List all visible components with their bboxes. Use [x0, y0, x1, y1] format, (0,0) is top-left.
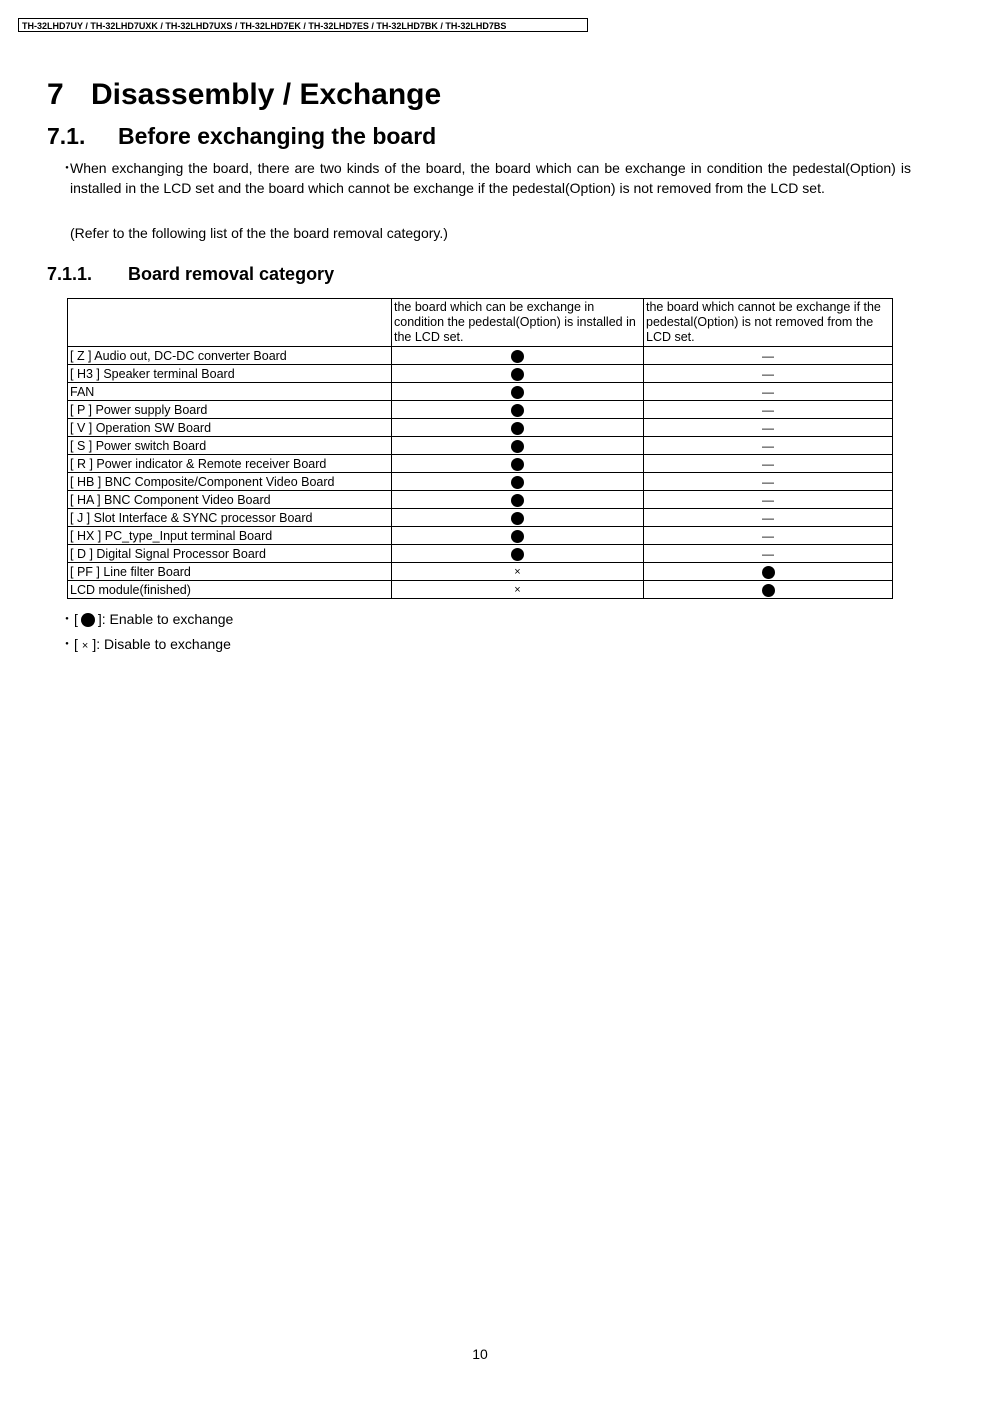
section-title: Disassembly / Exchange — [91, 78, 442, 111]
board-name-cell: [ J ] Slot Interface & SYNC processor Board — [68, 509, 392, 527]
removed-status-cell — [644, 347, 893, 365]
legend-enable-text: : Enable to exchange — [101, 611, 234, 627]
installed-status-cell — [392, 491, 644, 509]
dash-mark: — — [762, 438, 774, 453]
subsubsection-title: Board removal category — [128, 264, 335, 284]
legend-bracket-open: [ — [74, 636, 78, 652]
filled-circle-icon — [511, 404, 524, 417]
board-name-cell: [ V ] Operation SW Board — [68, 419, 392, 437]
removed-status-cell — [644, 365, 893, 383]
filled-circle-icon — [511, 494, 524, 507]
table-row — [68, 365, 893, 383]
table-row — [68, 491, 893, 509]
installed-status-cell — [392, 455, 644, 473]
table-row — [68, 383, 893, 401]
filled-circle-icon — [511, 512, 524, 525]
installed-status-cell — [392, 347, 644, 365]
subsection-number: 7.1. — [47, 123, 86, 149]
legend-bracket-close: ] — [97, 611, 102, 627]
dash-mark: — — [762, 492, 774, 507]
board-name-cell: [ Z ] Audio out, DC-DC converter Board — [68, 347, 392, 365]
refer-note: (Refer to the following list of the the board removal category.) — [70, 225, 448, 241]
board-name-cell: [ P ] Power supply Board — [68, 401, 392, 419]
dash-mark: — — [762, 420, 774, 435]
removed-status-cell — [644, 545, 893, 563]
legend-bullet: ・ — [60, 611, 74, 627]
installed-status-cell — [392, 563, 644, 581]
installed-status-cell — [392, 401, 644, 419]
board-removal-table — [67, 298, 893, 599]
filled-circle-icon — [81, 613, 95, 627]
header-cell-removed: the board which cannot be exchange if the pedestal(Option) is not removed from the LCD set. — [644, 299, 893, 347]
filled-circle-icon — [511, 458, 524, 471]
removed-status-cell — [644, 581, 893, 599]
installed-status-cell — [392, 437, 644, 455]
dash-mark: — — [762, 546, 774, 561]
dash-mark: — — [762, 510, 774, 525]
dash-mark: — — [762, 402, 774, 417]
legend-disable-text: : Disable to exchange — [96, 636, 231, 652]
table-row — [68, 419, 893, 437]
subsubsection-number: 7.1.1. — [47, 264, 93, 284]
table-row — [68, 455, 893, 473]
section-heading — [47, 77, 441, 113]
board-name-cell: FAN — [68, 383, 392, 401]
filled-circle-icon — [511, 422, 524, 435]
page-number: 10 — [472, 1346, 488, 1362]
subsubsection-heading — [47, 263, 334, 285]
board-name-cell: [ HB ] BNC Composite/Component Video Board — [68, 473, 392, 491]
installed-status-cell — [392, 509, 644, 527]
removed-status-cell — [644, 509, 893, 527]
filled-circle-icon — [511, 530, 524, 543]
dash-mark: — — [762, 384, 774, 399]
removed-status-cell — [644, 455, 893, 473]
filled-circle-icon — [511, 548, 524, 561]
cross-icon: × — [81, 640, 89, 652]
removed-status-cell — [644, 563, 893, 581]
filled-circle-icon — [511, 368, 524, 381]
filled-circle-icon — [762, 566, 775, 579]
cross-mark: × — [514, 584, 521, 596]
filled-circle-icon — [511, 440, 524, 453]
section-number: 7 — [47, 78, 64, 111]
removed-status-cell — [644, 437, 893, 455]
table-header-row — [68, 299, 893, 347]
table-row — [68, 581, 893, 599]
board-name-cell: [ HA ] BNC Component Video Board — [68, 491, 392, 509]
installed-status-cell — [392, 527, 644, 545]
table-row — [68, 563, 893, 581]
board-name-cell: [ S ] Power switch Board — [68, 437, 392, 455]
header-cell-installed: the board which can be exchange in condition the pedestal(Option) is installed in the LCD set. — [392, 299, 644, 347]
dash-mark: — — [762, 456, 774, 471]
filled-circle-icon — [511, 386, 524, 399]
dash-mark: — — [762, 474, 774, 489]
removed-status-cell — [644, 401, 893, 419]
legend-disable — [60, 635, 231, 655]
model-numbers-header: TH-32LHD7UY / TH-32LHD7UXK / TH-32LHD7UXS / TH-32LHD7EK / TH-32LHD7ES / TH-32LHD7BK / TH-32LHD7BS — [18, 18, 588, 32]
dash-mark: — — [762, 366, 774, 381]
removed-status-cell — [644, 419, 893, 437]
board-name-cell: [ H3 ] Speaker terminal Board — [68, 365, 392, 383]
installed-status-cell — [392, 419, 644, 437]
installed-status-cell — [392, 365, 644, 383]
board-name-cell: [ D ] Digital Signal Processor Board — [68, 545, 392, 563]
removed-status-cell — [644, 383, 893, 401]
legend-bracket-open: [ — [74, 611, 78, 627]
dash-mark: — — [762, 528, 774, 543]
table-row — [68, 437, 893, 455]
legend-bracket-close: ] — [92, 636, 97, 652]
table-row — [68, 401, 893, 419]
filled-circle-icon — [511, 476, 524, 489]
legend-enable — [60, 610, 233, 628]
table-row — [68, 347, 893, 365]
removed-status-cell — [644, 527, 893, 545]
table-row — [68, 509, 893, 527]
table-row — [68, 545, 893, 563]
filled-circle-icon — [511, 350, 524, 363]
intro-paragraph: When exchanging the board, there are two kinds of the board, the board which can be exchange in condition the pedestal(Option) is installed in the LCD set and the board which cannot be exchange if the pedestal(Option) is not removed from the LCD set. — [70, 160, 911, 196]
installed-status-cell — [392, 581, 644, 599]
removed-status-cell — [644, 473, 893, 491]
paragraph-bullet: ・ — [60, 160, 74, 176]
installed-status-cell — [392, 473, 644, 491]
filled-circle-icon — [762, 584, 775, 597]
installed-status-cell — [392, 383, 644, 401]
subsection-heading — [47, 122, 436, 150]
dash-mark: — — [762, 348, 774, 363]
installed-status-cell — [392, 545, 644, 563]
removed-status-cell — [644, 491, 893, 509]
board-name-cell: [ PF ] Line filter Board — [68, 563, 392, 581]
table-row — [68, 473, 893, 491]
board-name-cell: LCD module(finished) — [68, 581, 392, 599]
subsection-title: Before exchanging the board — [118, 123, 437, 149]
cross-mark: × — [514, 566, 521, 578]
header-cell-board — [68, 299, 392, 347]
board-name-cell: [ HX ] PC_type_Input terminal Board — [68, 527, 392, 545]
legend-bullet: ・ — [60, 636, 74, 652]
board-name-cell: [ R ] Power indicator & Remote receiver Board — [68, 455, 392, 473]
table-row — [68, 527, 893, 545]
